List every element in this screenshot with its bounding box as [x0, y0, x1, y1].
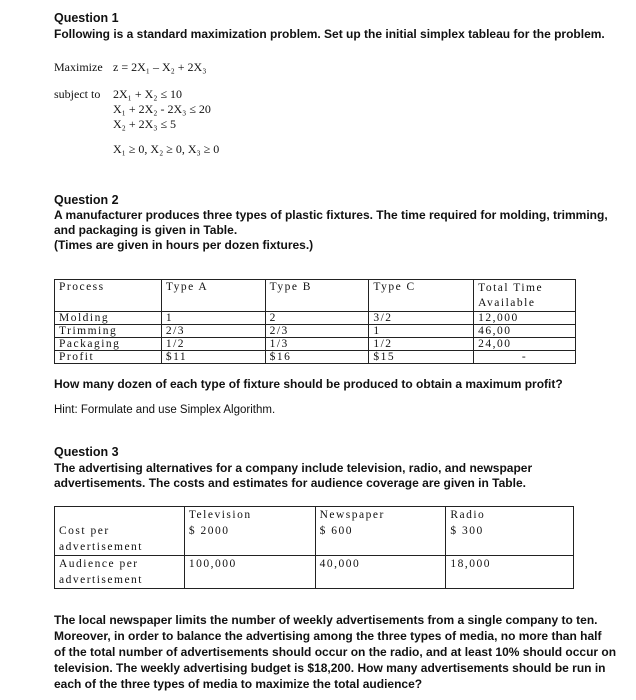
q3-para-line-1: The local newspaper limits the number of weekly advertisements from a single company to ten.: [54, 613, 598, 627]
cell-type-a: $11: [161, 351, 265, 364]
table-row: [55, 539, 574, 556]
header-newspaper: Newspaper: [319, 509, 385, 521]
q3-para-line-5: each of the three types of media to maximize the total audience?: [54, 677, 423, 691]
cell-radio-cost: $ 300: [450, 525, 484, 537]
objective-function: z = 2X₁ – X₂ + 2X₃: [113, 60, 207, 74]
cell-type-b: $16: [265, 351, 369, 364]
q2-question: How many dozen of each type of fixture should be produced to obtain a maximum profit?: [54, 377, 563, 391]
constraint-3: X₂ + 2X₃ ≤ 5: [113, 117, 177, 131]
row-label-line2: advertisement: [59, 541, 144, 553]
row-label-line1: Audience per: [59, 558, 139, 570]
table-row: [55, 556, 574, 589]
cell-empty: [315, 539, 446, 556]
q3-para-line-3: of the total number of advertisements should occur on the radio, and at least 10% should occur on: [54, 645, 617, 659]
cell-type-c: $15: [369, 351, 474, 364]
header-total-time-line2: Available: [478, 297, 536, 309]
cell-type-b: 1/3: [265, 338, 369, 351]
nonnegativity: X₁ ≥ 0, X₂ ≥ 0, X₃ ≥ 0: [113, 142, 220, 156]
table-header-row: [55, 280, 576, 312]
cell-total: 12,000: [474, 312, 576, 325]
cell-label: [55, 525, 185, 556]
cell-total: -: [474, 351, 576, 364]
header-type-a: Type A: [161, 280, 265, 312]
table-row: [55, 325, 576, 338]
q3-paragraph: [54, 612, 616, 692]
q3-heading: Question 3: [54, 445, 119, 459]
cell-tv-cost: $ 2000: [188, 525, 230, 537]
cell-tv-audience: 100,000: [184, 556, 315, 589]
header-total-time: [474, 280, 576, 312]
table-row: [55, 351, 576, 364]
header-television: Television: [188, 509, 252, 521]
cell-process: Profit: [55, 351, 162, 364]
header-type-b: Type B: [265, 280, 369, 312]
cell-process: Molding: [55, 312, 162, 325]
cell-type-b: 2: [265, 312, 369, 325]
table-row: [55, 312, 576, 325]
q2-heading: Question 2: [54, 193, 119, 207]
cell-type-a: 1: [161, 312, 265, 325]
header-total-time-line1: Total Time: [478, 282, 544, 294]
header-type-c: Type C: [369, 280, 474, 312]
fixtures-table: [54, 279, 576, 364]
cell-type-a: 2/3: [161, 325, 265, 338]
cell-news-audience: 40,000: [315, 556, 446, 589]
cell-process: Trimming: [55, 325, 162, 338]
q1-heading: Question 1: [54, 11, 119, 25]
q3-intro-2: advertisements. The costs and estimates for audience coverage are given in Table.: [54, 476, 526, 490]
maximize-label: Maximize: [54, 60, 103, 74]
table-row: [55, 338, 576, 351]
q2-intro-1: A manufacturer produces three types of plastic fixtures. The time required for molding, trimming,: [54, 208, 608, 222]
cell-total: 24,00: [474, 338, 576, 351]
q3-para-line-2: Moreover, in order to balance the advertising among the three types of media, no more than half: [54, 629, 602, 643]
row-label-line1: Cost per: [59, 525, 110, 537]
cell-total: 46,00: [474, 325, 576, 338]
constraint-1: 2X₁ + X₂ ≤ 10: [113, 87, 183, 101]
header-news-cell: [315, 507, 446, 540]
cell-type-c: 1/2: [369, 338, 474, 351]
header-process: Process: [55, 280, 162, 312]
header-radio: Radio: [450, 509, 486, 521]
q2-intro-3: (Times are given in hours per dozen fixtures.): [54, 238, 314, 252]
cell-type-b: 2/3: [265, 325, 369, 338]
q3-para-line-4: television. The weekly advertising budget is $18,200. How many advertisements should be run in: [54, 661, 606, 675]
cell-process: Packaging: [55, 338, 162, 351]
q2-intro-2: and packaging is given in Table.: [54, 223, 238, 237]
cell-news-cost: $ 600: [319, 525, 353, 537]
header-tv-cell: [184, 507, 315, 540]
cell-type-c: 3/2: [369, 312, 474, 325]
header-radio-cell: [446, 507, 574, 540]
cell-empty: [184, 539, 315, 556]
row-label-line2: advertisement: [59, 574, 144, 586]
constraint-2: X₁ + 2X₂ - 2X₃ ≤ 20: [113, 102, 211, 116]
q3-intro-1: The advertising alternatives for a company include television, radio, and newspaper: [54, 461, 533, 475]
q1-intro: Following is a standard maximization problem. Set up the initial simplex tableau for the problem.: [54, 27, 605, 41]
q2-hint: Hint: Formulate and use Simplex Algorithm.: [54, 404, 276, 416]
cell-type-c: 1: [369, 325, 474, 338]
advertising-table: [54, 506, 574, 589]
subject-to-label: subject to: [54, 87, 101, 101]
cell-label: [55, 556, 185, 589]
cell-type-a: 1/2: [161, 338, 265, 351]
cell-empty: [446, 539, 574, 556]
cell-radio-audience: 18,000: [446, 556, 574, 589]
